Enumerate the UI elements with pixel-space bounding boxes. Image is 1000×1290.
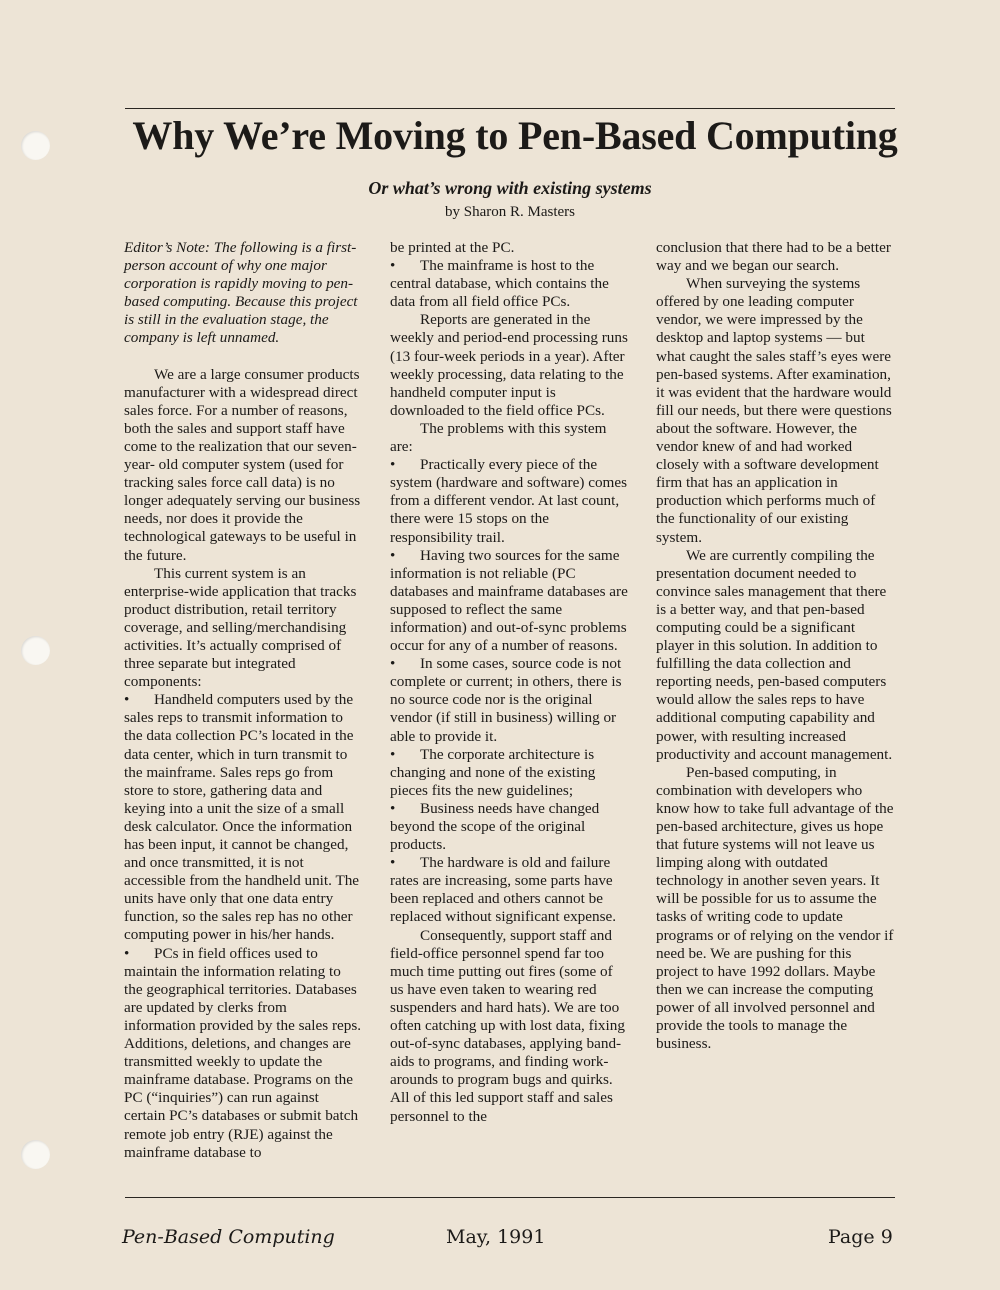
bullet-text: The hardware is old and failure rates are increasing, some parts have been replaced and others cannot be replaced without significant expense. — [390, 854, 617, 926]
bullet-marker: • — [390, 257, 396, 275]
bullet-text: PCs in field offices used to maintain the information relating to the geographical territories. Databases are updated by clerks from information provided by the sales reps. Additions, deletions, and changes are transmitted weekly to update the mainframe database. Programs on the PC (“inquiries”) can run against certain PC’s databases or submit batch remote job entry (RJE) against the mainframe database to — [124, 944, 362, 1161]
paragraph-continued: conclusion that there had to be a better way and we began our search. — [656, 239, 891, 275]
bullet-item — [390, 257, 628, 311]
paragraph: Reports are generated in the weekly and period-end processing runs (13 four-week periods in a year). After weekly processing, data relating to the handheld computer input is downloaded to the field office PCs. — [390, 311, 628, 419]
article-byline: by Sharon R. Masters — [445, 204, 575, 220]
paragraph: When surveying the systems offered by one leading computer vendor, we were impressed by the desktop and laptop systems — but what caught the sales staff’s eyes were pen-based systems. After examination, it was evident that the hardware would fill our needs, but there were questions about the software. However, the vendor knew of and had worked closely with a software development firm that has an application in production which performs much of the functionality of our existing system. — [656, 275, 892, 546]
binder-hole — [21, 131, 50, 160]
bullet-text: The corporate architecture is changing and none of the existing pieces fits the new guidelines; — [390, 745, 596, 799]
paragraph: Pen-based computing, in combination with developers who know how to take full advantage of the pen-based architecture, gives us hope that future systems will not leave us limping along with outdated technology in another seven years. It will be possible for us to assume the tasks of writing code to update programs or of relying on the vendor if need be. We are pushing for this project to have 1992 dollars. Maybe then we can increase the computing power of all involved personnel and provide the tools to manage the business. — [656, 763, 894, 1053]
bullet-item — [390, 800, 628, 854]
bullet-marker: • — [390, 745, 396, 763]
bullet-text: Handheld computers used by the sales reps to transmit information to the data collection PC’s located in the data center, which in turn transmit to the mainframe. Sales reps go from store to store, gathering data and keying into a unit the size of a small desk calculator. Once the information has been input, it cannot be changed, and once transmitted, it is not accessible from the handheld unit. The units have only that one data entry function, so the sales rep has no other computing power in his/her hands. — [124, 691, 360, 944]
footer-publication: Pen-Based Computing — [122, 1226, 335, 1248]
bottom-rule — [125, 1197, 895, 1198]
bullet-item — [390, 746, 628, 800]
editor-note: Editor’s Note: The following is a first-person account of why one major corporation is rapidly moving to pen-based computing. Because this project is still in the evaluation stage, the company is left unnamed. — [124, 239, 358, 347]
paragraph-continued: be printed at the PC. — [390, 239, 515, 256]
bullet-marker: • — [390, 854, 396, 872]
footer-page-number: Page 9 — [828, 1226, 893, 1248]
bullet-text: Business needs have changed beyond the scope of the original products. — [390, 799, 600, 854]
bullet-marker: • — [124, 691, 130, 709]
article-subtitle: Or what’s wrong with existing systems — [368, 178, 652, 198]
paragraph: Consequently, support staff and field-office personnel spend far too much time putting out fires (some of us have even taken to wearing red suspenders and hard hats). We are too often catching up with lost data, fixing out-of-sync databases, applying band-aids to programs, and finding work-arounds to program bugs and quirks. All of this led support staff and sales personnel to the — [390, 926, 625, 1125]
bullet-item — [390, 456, 628, 546]
bullet-item — [124, 691, 362, 944]
bullet-marker: • — [390, 546, 396, 564]
paragraph: We are currently compiling the presentation document needed to convince sales management that there is a better way, and that pen-based computing could be a significant player in this solution. In addition to fulfilling the data collection and reporting needs, pen-based computers would allow the sales reps to have additional computing capability and power, with resulting increased productivity and account management. — [656, 546, 893, 763]
bullet-text: Practically every piece of the system (hardware and software) comes from a different vendor. At last count, there were 15 stops on the responsibility trail. — [390, 456, 628, 546]
bullet-text: In some cases, source code is not complete or current; in others, there is no source code nor is the original vendor (if still in business) willing or able to provide it. — [390, 655, 622, 745]
column-2 — [390, 239, 628, 1126]
bullet-marker: • — [124, 944, 130, 962]
bullet-marker: • — [390, 799, 396, 817]
binder-hole — [21, 1140, 50, 1169]
binder-hole — [21, 636, 50, 665]
article-title: Why We’re Moving to Pen-Based Computing — [132, 113, 898, 158]
top-rule — [125, 108, 895, 109]
bullet-item — [390, 854, 628, 926]
bullet-item — [390, 547, 628, 656]
paragraph: We are a large consumer products manufacturer with a widespread direct sales force. For a number of reasons, both the sales and support staff have come to the realization that our seven-year- old computer system (used for tracking sales force call data) is no longer adequately serving our business needs, nor does it provide the technological gateways to be useful in the future. — [124, 365, 361, 564]
bullet-item — [390, 655, 628, 745]
footer-date: May, 1991 — [446, 1226, 546, 1248]
bullet-marker: • — [390, 655, 396, 673]
bullet-text: Having two sources for the same information is not reliable (PC databases and mainframe databases are supposed to reflect the same information) and out-of-sync problems occur for any of a number of reasons. — [390, 546, 628, 655]
column-1 — [124, 239, 362, 1162]
bullet-text: The mainframe is host to the central database, which contains the data from all field office PCs. — [390, 257, 609, 311]
paragraph: This current system is an enterprise-wide application that tracks product distribution, retail territory coverage, and selling/merchandising activities. It’s actually comprised of three separate but integrated components: — [124, 564, 357, 691]
bullet-marker: • — [390, 456, 396, 474]
paragraph: The problems with this system are: — [390, 419, 607, 456]
bullet-item — [124, 945, 362, 1162]
column-3 — [656, 239, 894, 1053]
